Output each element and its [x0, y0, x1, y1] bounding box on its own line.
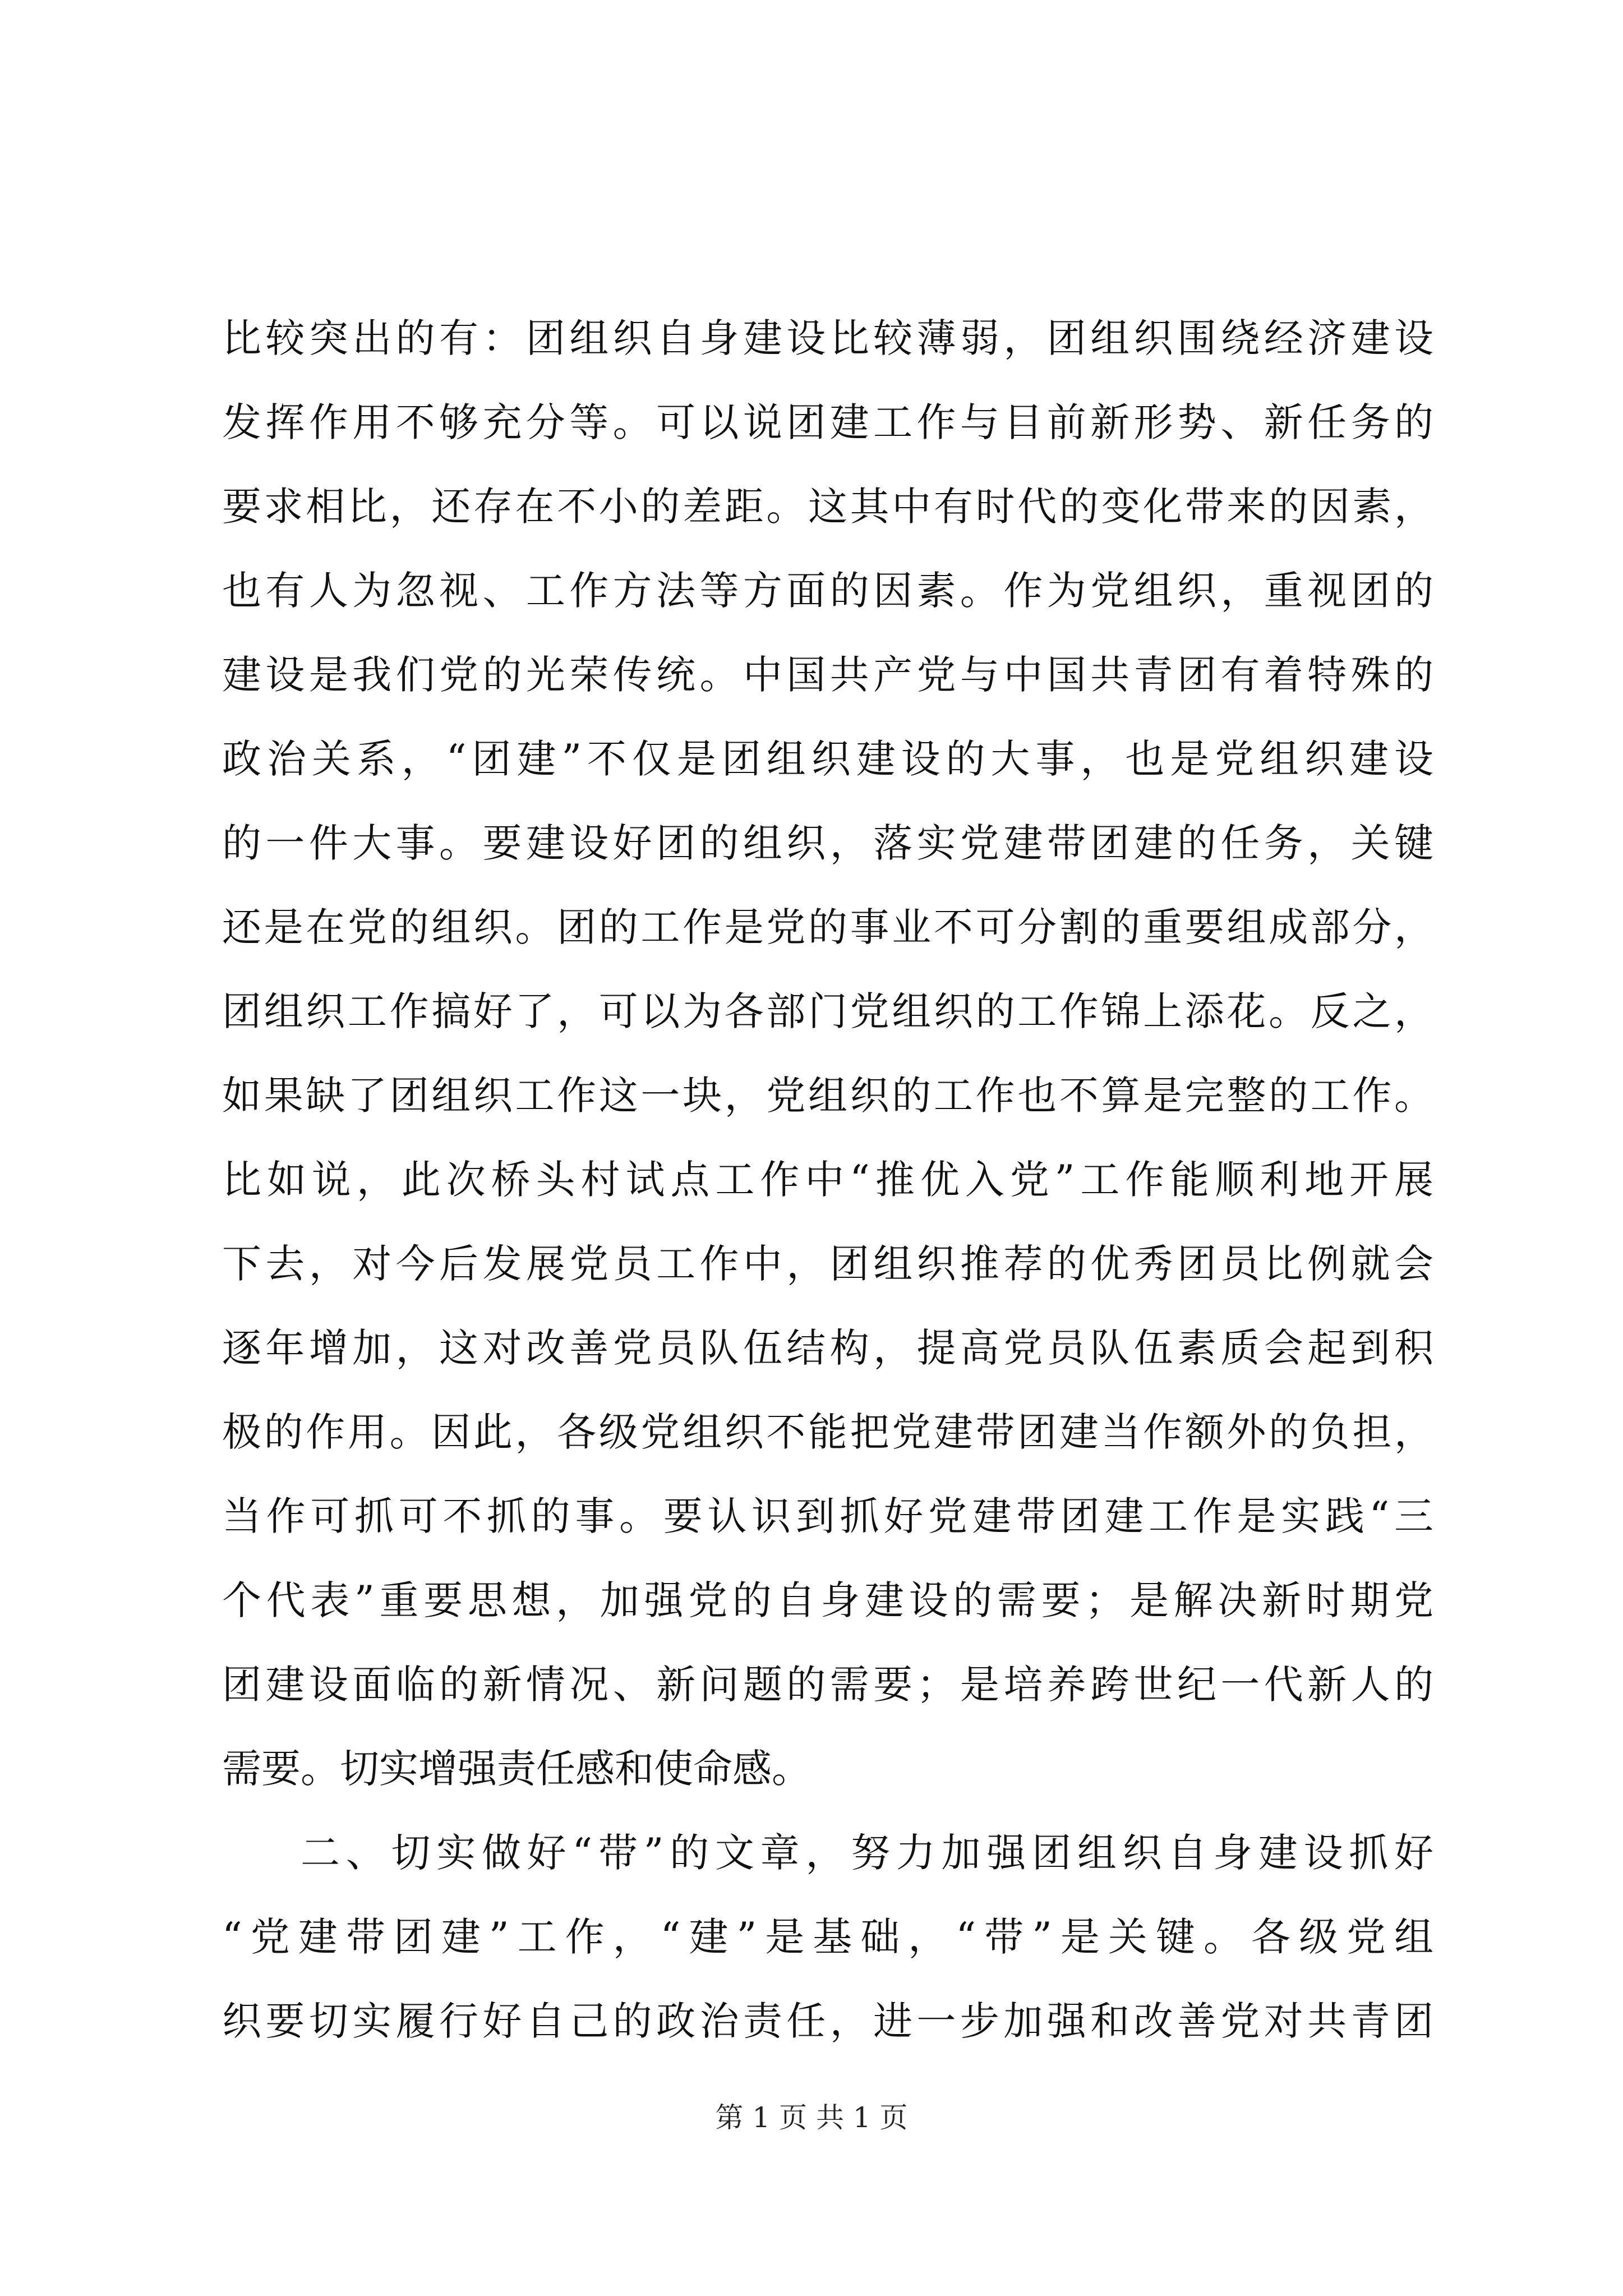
body-line-17: 团建设面临的新情况、新问题的需要；是培养跨世纪一代新人的 — [222, 1662, 1433, 1708]
body-line-18: 需要。切实增强责任感和使命感。 — [222, 1746, 811, 1792]
body-line-4: 也有人为忽视、工作方法等方面的因素。作为党组织，重视团的 — [222, 568, 1433, 614]
body-line-10: 如果缺了团组织工作这一块，党组织的工作也不算是完整的工作。 — [222, 1073, 1433, 1119]
body-line-5: 建设是我们党的光荣传统。中国共产党与中国共青团有着特殊的 — [222, 652, 1433, 698]
body-line-15: 当作可抓可不抓的事。要认识到抓好党建带团建工作是实践“三 — [222, 1493, 1433, 1539]
body-line-3: 要求相比，还存在不小的差距。这其中有时代的变化带来的因素， — [222, 484, 1433, 530]
body-line-1: 比较突出的有：团组织自身建设比较薄弱，团组织围绕经济建设 — [222, 315, 1433, 361]
body-line-14: 极的作用。因此，各级党组织不能把党建带团建当作额外的负担， — [222, 1409, 1433, 1455]
body-line-7: 的一件大事。要建设好团的组织，落实党建带团建的任务，关键 — [222, 820, 1433, 866]
body-line-13: 逐年增加，这对改善党员队伍结构，提高党员队伍素质会起到积 — [222, 1325, 1433, 1371]
body-line-8: 还是在党的组织。团的工作是党的事业不可分割的重要组成部分， — [222, 904, 1433, 950]
body-line-6: 政治关系，“团建”不仅是团组织建设的大事，也是党组织建设 — [222, 736, 1433, 782]
document-body — [222, 296, 1433, 2063]
body-line-16: 个代表”重要思想，加强党的自身建设的需要；是解决新时期党 — [222, 1577, 1433, 1623]
body-line-19: 二、切实做好“带”的文章，努力加强团组织自身建设抓好 — [301, 1830, 1433, 1876]
body-line-12: 下去，对今后发展党员工作中，团组织推荐的优秀团员比例就会 — [222, 1241, 1433, 1287]
body-line-21: 织要切实履行好自己的政治责任，进一步加强和改善党对共青团 — [222, 1998, 1433, 2044]
body-line-20: “党建带团建”工作，“建”是基础，“带”是关键。各级党组 — [222, 1914, 1433, 1960]
body-line-9: 团组织工作搞好了，可以为各部门党组织的工作锦上添花。反之， — [222, 988, 1433, 1034]
body-line-11: 比如说，此次桥头村试点工作中“推优入党”工作能顺利地开展 — [222, 1157, 1433, 1203]
body-line-2: 发挥作用不够充分等。可以说团建工作与目前新形势、新任务的 — [222, 399, 1433, 445]
page-number-footer: 第 1 页 共 1 页 — [715, 2101, 908, 2134]
